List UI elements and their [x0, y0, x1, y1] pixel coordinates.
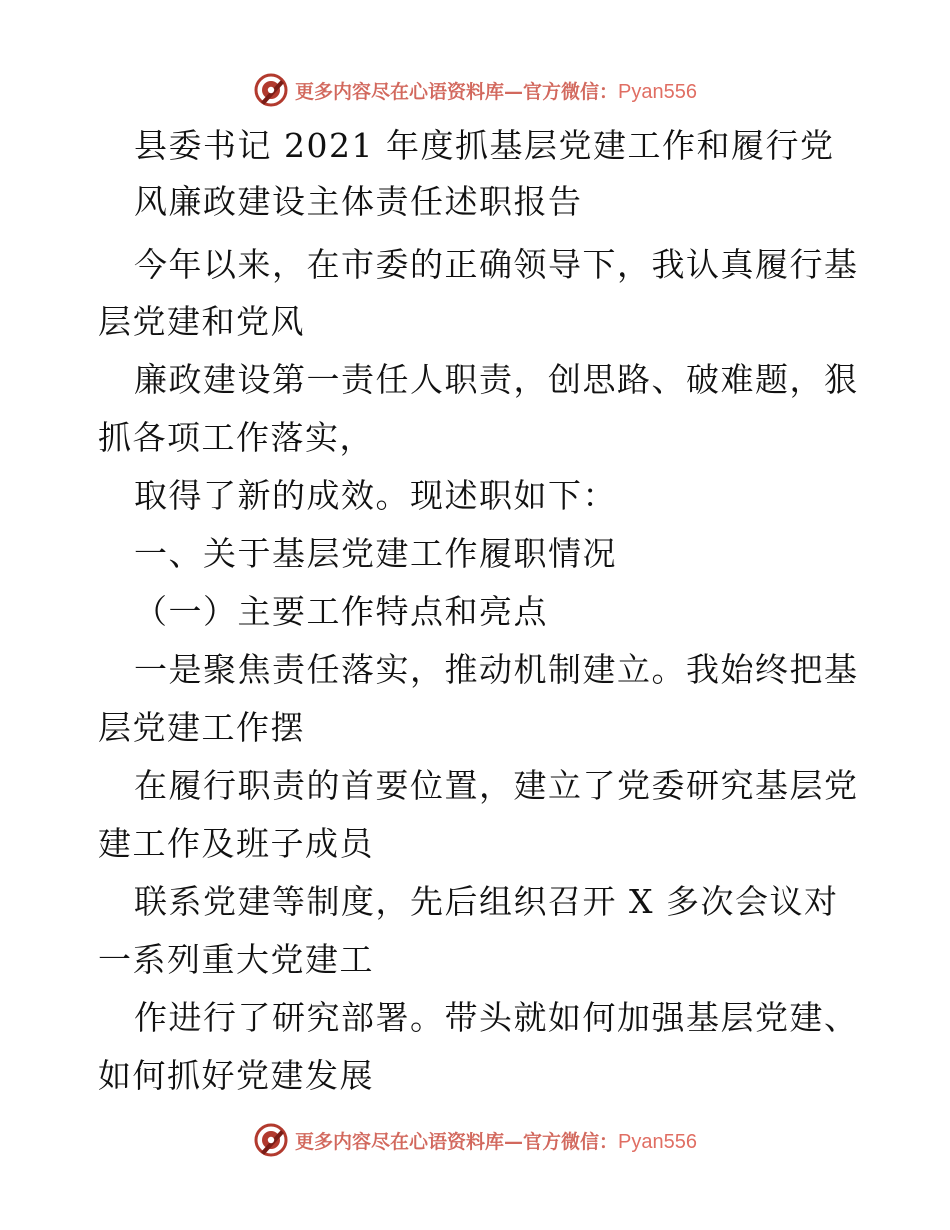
watermark-brand: Pyan556	[618, 1130, 697, 1153]
title-line-1: 县委书记 2021 年度抓基层党建工作和履行党	[134, 126, 835, 165]
footer-watermark	[0, 1120, 950, 1160]
pen-logo-icon	[253, 1122, 289, 1158]
paragraph-line: 取得了新的成效。现述职如下：	[134, 476, 617, 515]
paragraph-line: 在履行职责的首要位置，建立了党委研究基层党	[134, 766, 859, 805]
section-heading: 一、关于基层党建工作履职情况	[134, 534, 617, 573]
paragraph-line: 一是聚焦责任落实，推动机制建立。我始终把基	[134, 650, 859, 689]
subsection-heading: （一）主要工作特点和亮点	[134, 592, 548, 631]
paragraph-line: 一系列重大党建工	[98, 940, 374, 979]
paragraph-line: 如何抓好党建发展	[98, 1056, 374, 1095]
watermark-text: 更多内容尽在心语资料库—官方微信：Pyan556	[295, 80, 697, 103]
pen-logo-icon	[253, 72, 289, 108]
header-watermark	[0, 70, 950, 110]
title-line-2: 风廉政建设主体责任述职报告	[134, 182, 583, 221]
paragraph-line: 廉政建设第一责任人职责，创思路、破难题，狠	[134, 360, 859, 399]
paragraph-line: 层党建工作摆	[98, 708, 305, 747]
paragraph-line: 抓各项工作落实，	[98, 418, 374, 457]
paragraph-line: 层党建和党风	[98, 302, 305, 341]
watermark-text: 更多内容尽在心语资料库—官方微信：Pyan556	[295, 1130, 697, 1153]
paragraph-line: 建工作及班子成员	[98, 824, 374, 863]
paragraph-line: 联系党建等制度，先后组织召开 X 多次会议对	[134, 882, 839, 921]
watermark-brand: Pyan556	[618, 80, 697, 103]
paragraph-line: 今年以来，在市委的正确领导下，我认真履行基	[134, 245, 859, 284]
paragraph-line: 作进行了研究部署。带头就如何加强基层党建、	[134, 998, 859, 1037]
